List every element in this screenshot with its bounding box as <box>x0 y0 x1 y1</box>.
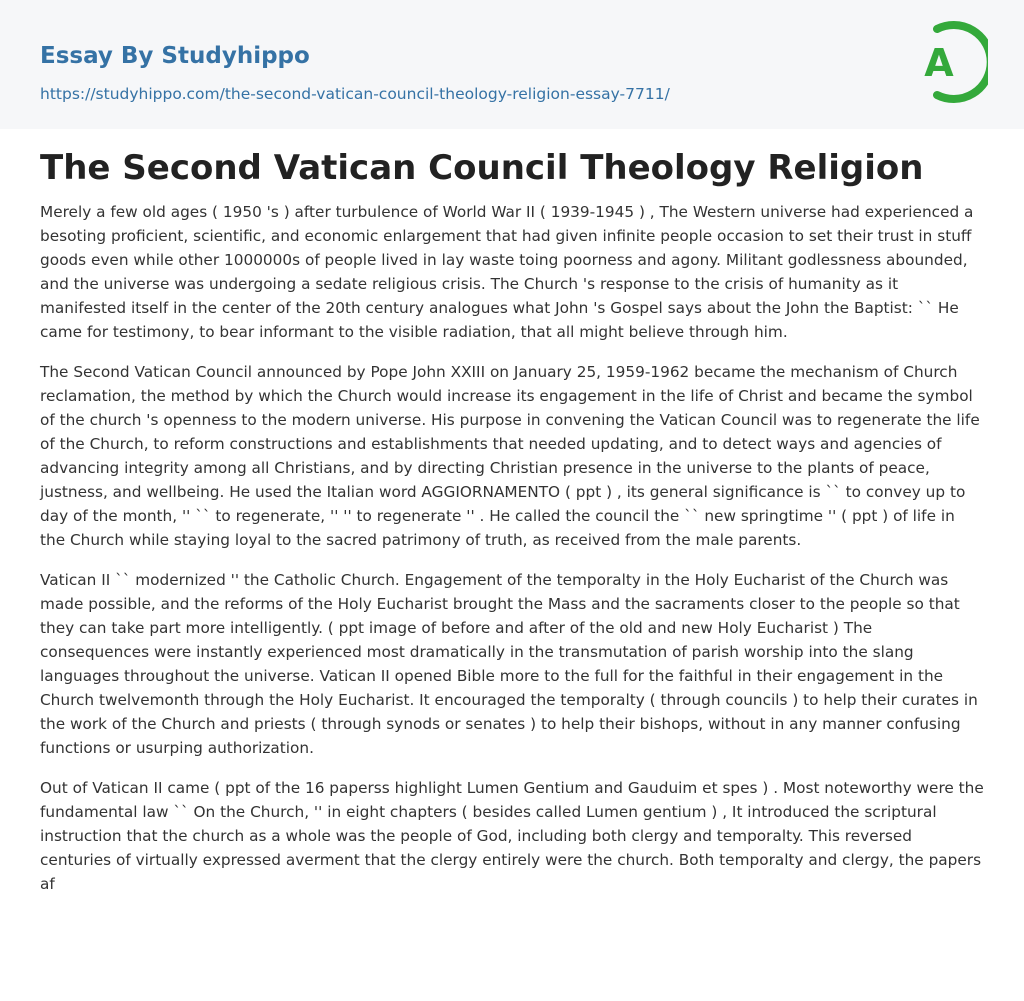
article-paragraph: Merely a few old ages ( 1950 's ) after turbulence of World War II ( 1939-1945 ) , The Western universe had experienced a besoting proficient, scientific, and economic enlargement that had given infinite people occasion to set their trust in stuff goods even while other 1000000s of people lived in lay waste toing poorness and agony. Militant godlessness abounded, and the universe was undergoing a sedate religious crisis. The Church 's response to the crisis of humanity as it manifested itself in the center of the 20th century analogues what John 's Gospel says about the John the Baptist: `` He came for testimony, to bear informant to the visible radiation, that all might believe through him. <box>40 203 974 341</box>
article-title: The Second Vatican Council Theology Religion <box>40 148 924 188</box>
logo-letter: A <box>924 41 954 85</box>
article-paragraph: Vatican II `` modernized '' the Catholic Church. Engagement of the temporalty in the Holy Eucharist of the Church was made possible, and the reforms of the Holy Eucharist brought the Mass and the sacraments closer to the people so that they can take part more intelligently. ( ppt image of before and after of the old and new Holy Eucharist ) The consequences were instantly experienced most dramatically in the transmutation of parish worship into the slang languages throughout the universe. Vatican II opened Bible more to the full for the faithful in their engagement in the Church twelvemonth through the Holy Eucharist. It encouraged the temporalty ( through councils ) to help their curates in the work of the Church and priests ( through synods or senates ) to help their bishops, without in any manner confusing functions or usurping authorization. <box>40 571 978 757</box>
article-body <box>40 200 984 912</box>
site-brand[interactable]: Essay By Studyhippo <box>40 43 310 69</box>
article-url-link[interactable]: https://studyhippo.com/the-second-vatican-council-theology-religion-essay-7711/ <box>40 85 670 103</box>
studyhippo-logo-icon[interactable] <box>912 19 988 105</box>
article-paragraph: Out of Vatican II came ( ppt of the 16 paperss highlight Lumen Gentium and Gauduim et spes ) . Most noteworthy were the fundamental law `` On the Church, '' in eight chapters ( besides called Lumen gentium ) , It introduced the scriptural instruction that the church as a whole was the people of God, including both clergy and temporalty. This reversed centuries of virtually expressed averment that the clergy entirely were the church. Both temporalty and clergy, the papers af <box>40 779 984 893</box>
article-paragraph: The Second Vatican Council announced by Pope John XXIII on January 25, 1959-1962 became the mechanism of Church reclamation, the method by which the Church would increase its engagement in the life of Christ and became the symbol of the church 's openness to the modern universe. His purpose in convening the Vatican Council was to regenerate the life of the Church, to reform constructions and establishments that needed updating, and to detect ways and agencies of advancing integrity among all Christians, and by directing Christian presence in the universe to the plants of peace, justness, and wellbeing. He used the Italian word AGGIORNAMENTO ( ppt ) , its general significance is `` to convey up to day of the month, '' `` to regenerate, '' '' to regenerate '' . He called the council the `` new springtime '' ( ppt ) of life in the Church while staying loyal to the sacred patrimony of truth, as received from the male parents. <box>40 363 980 549</box>
site-header <box>0 0 1024 129</box>
